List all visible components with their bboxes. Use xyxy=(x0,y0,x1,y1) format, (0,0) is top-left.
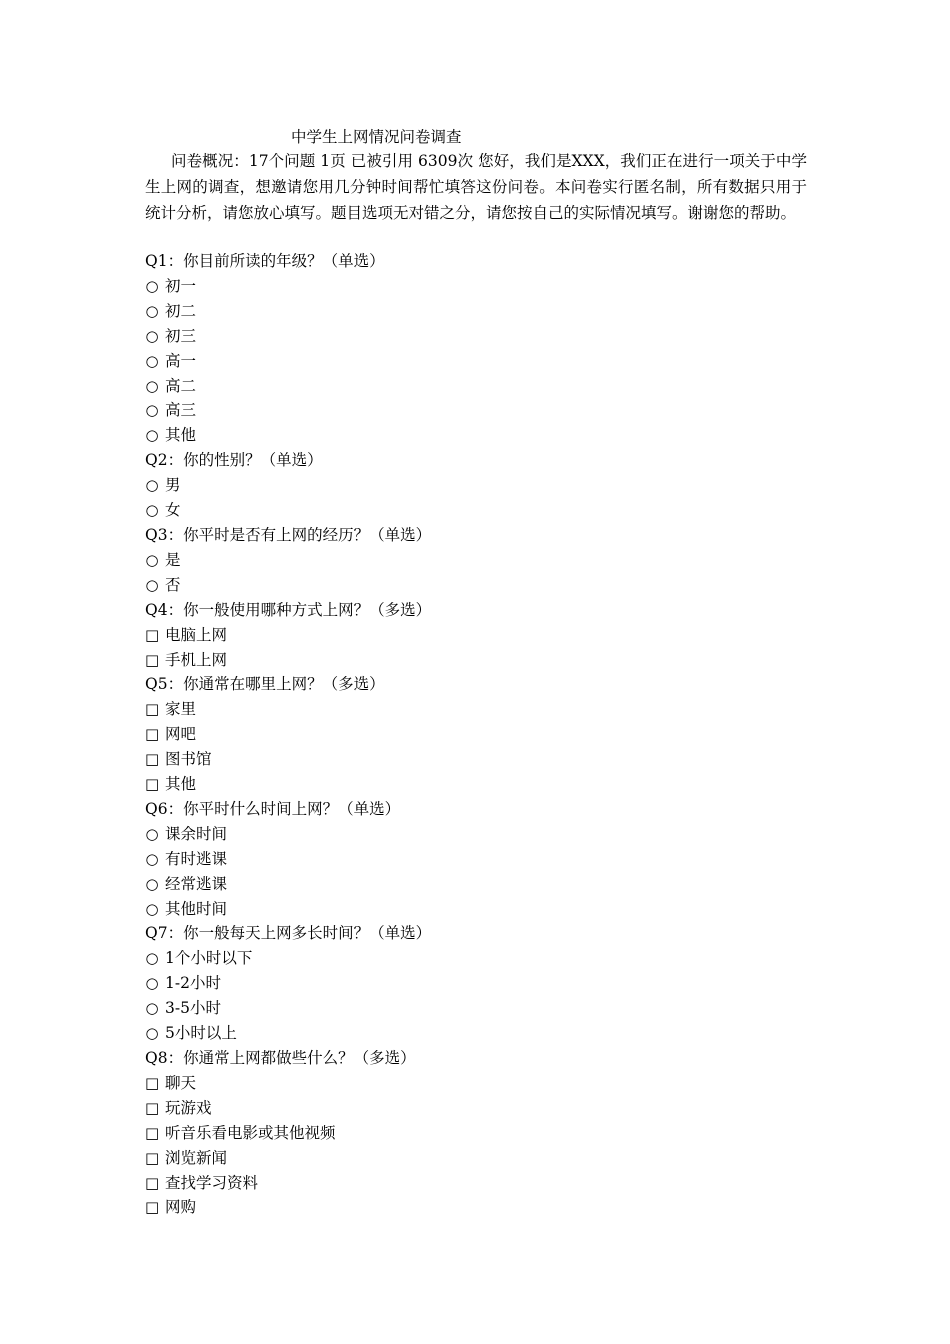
option-label: 高三 xyxy=(165,401,197,420)
checkbox-square-icon[interactable]: □ xyxy=(145,775,160,794)
radio-circle-icon[interactable]: ○ xyxy=(145,1024,159,1043)
option-label: 玩游戏 xyxy=(165,1098,212,1117)
checkbox-square-icon[interactable]: □ xyxy=(145,1148,160,1167)
checkbox-square-icon[interactable]: □ xyxy=(145,625,160,644)
option-label: 查找学习资料 xyxy=(165,1173,259,1192)
option-label: 手机上网 xyxy=(165,650,228,669)
radio-circle-icon[interactable]: ○ xyxy=(145,376,159,395)
checkbox-option[interactable] xyxy=(145,1195,807,1220)
question-list xyxy=(145,249,807,1220)
option-label: 初三 xyxy=(165,326,197,345)
option-label: 其他 xyxy=(165,426,197,445)
radio-option[interactable] xyxy=(145,971,807,996)
option-label: 聊天 xyxy=(165,1073,197,1092)
survey-title: 中学生上网情况问卷调查 xyxy=(291,128,462,146)
radio-option[interactable] xyxy=(145,324,807,349)
checkbox-square-icon[interactable]: □ xyxy=(145,1123,160,1142)
checkbox-square-icon[interactable]: □ xyxy=(145,1073,160,1092)
radio-option[interactable] xyxy=(145,897,807,922)
option-label: 1个小时以下 xyxy=(165,949,253,968)
checkbox-option[interactable] xyxy=(145,648,807,673)
checkbox-square-icon[interactable]: □ xyxy=(145,650,160,669)
checkbox-square-icon[interactable]: □ xyxy=(145,1173,160,1192)
radio-circle-icon[interactable]: ○ xyxy=(145,974,159,993)
radio-circle-icon[interactable]: ○ xyxy=(145,401,159,420)
radio-option[interactable] xyxy=(145,498,807,523)
question-label: Q4：你一般使用哪种方式上网？（多选） xyxy=(145,600,432,619)
radio-option[interactable] xyxy=(145,374,807,399)
option-label: 听音乐看电影或其他视频 xyxy=(165,1123,336,1142)
radio-option[interactable] xyxy=(145,274,807,299)
option-label: 电脑上网 xyxy=(165,625,228,644)
checkbox-square-icon[interactable]: □ xyxy=(145,725,160,744)
radio-option[interactable] xyxy=(145,847,807,872)
option-label: 3-5小时 xyxy=(165,999,221,1018)
checkbox-square-icon[interactable]: □ xyxy=(145,750,160,769)
option-label: 课余时间 xyxy=(165,824,228,843)
option-label: 初二 xyxy=(165,301,197,320)
checkbox-square-icon[interactable]: □ xyxy=(145,1198,160,1217)
option-label: 1-2小时 xyxy=(165,974,221,993)
radio-circle-icon[interactable]: ○ xyxy=(145,849,159,868)
option-label: 其他 xyxy=(165,775,197,794)
radio-option[interactable] xyxy=(145,822,807,847)
option-label: 女 xyxy=(165,501,181,520)
radio-option[interactable] xyxy=(145,349,807,374)
radio-circle-icon[interactable]: ○ xyxy=(145,899,159,918)
checkbox-square-icon[interactable]: □ xyxy=(145,700,160,719)
question-label: Q2：你的性别？（单选） xyxy=(145,451,323,470)
question-label: Q1：你目前所读的年级？（单选） xyxy=(145,252,385,270)
radio-option[interactable] xyxy=(145,872,807,897)
option-label: 家里 xyxy=(165,700,197,719)
radio-circle-icon[interactable]: ○ xyxy=(145,949,159,968)
radio-circle-icon[interactable]: ○ xyxy=(145,276,159,295)
radio-circle-icon[interactable]: ○ xyxy=(145,999,159,1018)
radio-option[interactable] xyxy=(145,473,807,498)
checkbox-option[interactable] xyxy=(145,747,807,772)
radio-option[interactable] xyxy=(145,573,807,598)
option-label: 图书馆 xyxy=(165,750,212,769)
radio-option[interactable] xyxy=(145,423,807,448)
question-label: Q5：你通常在哪里上网？（多选） xyxy=(145,675,385,694)
checkbox-option[interactable] xyxy=(145,1146,807,1171)
radio-circle-icon[interactable]: ○ xyxy=(145,301,159,320)
checkbox-option[interactable] xyxy=(145,1071,807,1096)
question-label: Q6：你平时什么时间上网？（单选） xyxy=(145,799,401,818)
option-label: 否 xyxy=(165,575,181,594)
question-label: Q3：你平时是否有上网的经历？（单选） xyxy=(145,525,432,544)
checkbox-option[interactable] xyxy=(145,1171,807,1196)
option-label: 初一 xyxy=(165,276,197,295)
radio-circle-icon[interactable]: ○ xyxy=(145,476,159,495)
checkbox-option[interactable] xyxy=(145,722,807,747)
option-label: 经常逃课 xyxy=(165,874,228,893)
radio-option[interactable] xyxy=(145,1021,807,1046)
radio-option[interactable] xyxy=(145,946,807,971)
radio-circle-icon[interactable]: ○ xyxy=(145,550,159,569)
radio-circle-icon[interactable]: ○ xyxy=(145,874,159,893)
option-label: 网购 xyxy=(165,1198,197,1217)
checkbox-option[interactable] xyxy=(145,697,807,722)
option-label: 浏览新闻 xyxy=(165,1148,228,1167)
radio-circle-icon[interactable]: ○ xyxy=(145,824,159,843)
radio-option[interactable] xyxy=(145,548,807,573)
option-label: 5小时以上 xyxy=(165,1024,237,1043)
option-label: 高一 xyxy=(165,351,197,370)
option-label: 是 xyxy=(165,550,181,569)
option-label: 高二 xyxy=(165,376,197,395)
question-label: Q8：你通常上网都做些什么？（多选） xyxy=(145,1049,416,1067)
option-label: 其他时间 xyxy=(165,899,228,918)
radio-option[interactable] xyxy=(145,996,807,1021)
radio-option[interactable] xyxy=(145,398,807,423)
radio-circle-icon[interactable]: ○ xyxy=(145,326,159,345)
option-label: 网吧 xyxy=(165,725,197,744)
radio-circle-icon[interactable]: ○ xyxy=(145,351,159,370)
radio-circle-icon[interactable]: ○ xyxy=(145,426,159,445)
radio-circle-icon[interactable]: ○ xyxy=(145,501,159,520)
radio-circle-icon[interactable]: ○ xyxy=(145,575,159,594)
survey-intro: 问卷概况：17个问题 1页 已被引用 6309次 您好，我们是XXX，我们正在进行一项关于中学生上网的调查，想邀请您用几分钟时间帮忙填答这份问卷。本问卷实行匿名制，所有数据只用于统计分析，请您放心填写。题目选项无对错之分，请您按自己的实际情况填写。谢谢您的帮助。 xyxy=(145,152,807,222)
checkbox-option[interactable] xyxy=(145,623,807,648)
checkbox-option[interactable] xyxy=(145,1121,807,1146)
checkbox-square-icon[interactable]: □ xyxy=(145,1098,160,1117)
question-label: Q7：你一般每天上网多长时间？（单选） xyxy=(145,924,432,943)
checkbox-option[interactable] xyxy=(145,1096,807,1121)
option-label: 男 xyxy=(165,476,181,495)
checkbox-option[interactable] xyxy=(145,772,807,797)
option-label: 有时逃课 xyxy=(165,849,228,868)
radio-option[interactable] xyxy=(145,299,807,324)
